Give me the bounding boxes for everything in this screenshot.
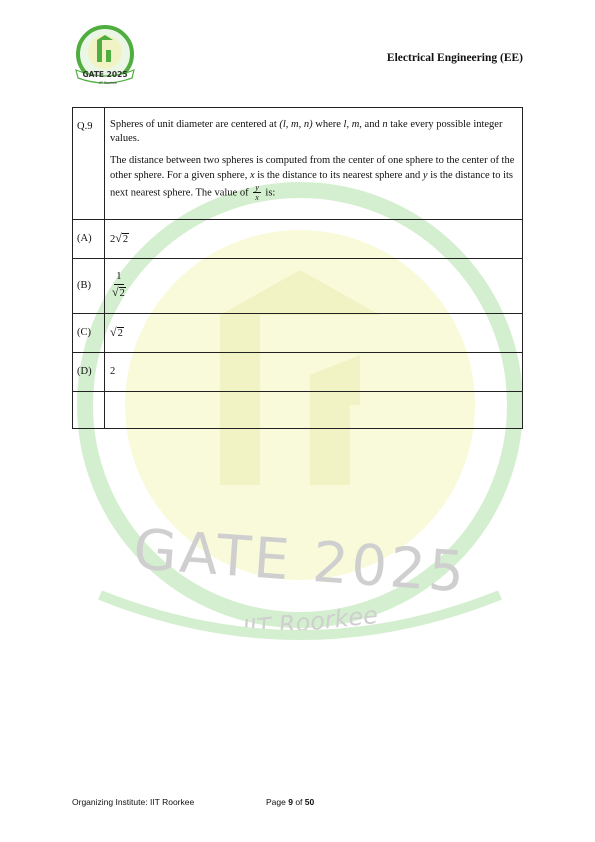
option-label: (A) (73, 219, 105, 258)
y-over-x-fraction: $\frac{y}{x}$ (255, 182, 259, 203)
sqrt: √ 2 (115, 231, 129, 246)
option-value (105, 258, 523, 313)
paper-title: Electrical Engineering (EE) (386, 52, 523, 64)
option-row-b[interactable] (73, 258, 523, 313)
coords: (l, m, n) (279, 119, 313, 130)
option-label: (B) (73, 258, 105, 313)
sqrt: √ 2 (112, 284, 125, 299)
gate-logo (70, 24, 140, 90)
sqrt: √ 2 (110, 325, 123, 340)
logo-text: GATE 2025 (82, 70, 128, 79)
watermark-text: GATE 2025 (131, 517, 470, 606)
question-row (73, 108, 523, 220)
question-number: Q.9 (73, 108, 105, 220)
watermark-subtext: IIT Roorkee (241, 600, 380, 644)
option-value: 2 √ 2 (105, 219, 523, 258)
option-label: (C) (73, 313, 105, 352)
question-body (105, 108, 523, 220)
organizing-institute: Organizing Institute: IIT Roorkee (72, 797, 195, 807)
question-paragraph-1: Spheres of unit diameter are centered at (l, m, n) where l, m, and n take every possible integer values. (110, 119, 503, 145)
option-value (105, 313, 523, 352)
option-row-c[interactable] (73, 313, 523, 352)
logo-subtext: IIT Roorkee (99, 81, 117, 85)
question-table (72, 107, 523, 429)
option-row-a[interactable] (73, 219, 523, 258)
question-paragraph-2: The distance between two spheres is computed from the center of one sphere to the center of the other sphere. For a given sphere, x is the distance to its nearest sphere and y is the distance to its next nearest sphere. The value of $\frac{y}{x}$ is: (110, 155, 515, 203)
option-value: 2 (105, 352, 523, 391)
option-row-d[interactable] (73, 352, 523, 391)
option-label: (D) (73, 352, 105, 391)
page-number: Page 9 of 50 (266, 797, 315, 807)
empty-row (73, 391, 523, 428)
fraction: 1 √ 2 (112, 271, 125, 299)
